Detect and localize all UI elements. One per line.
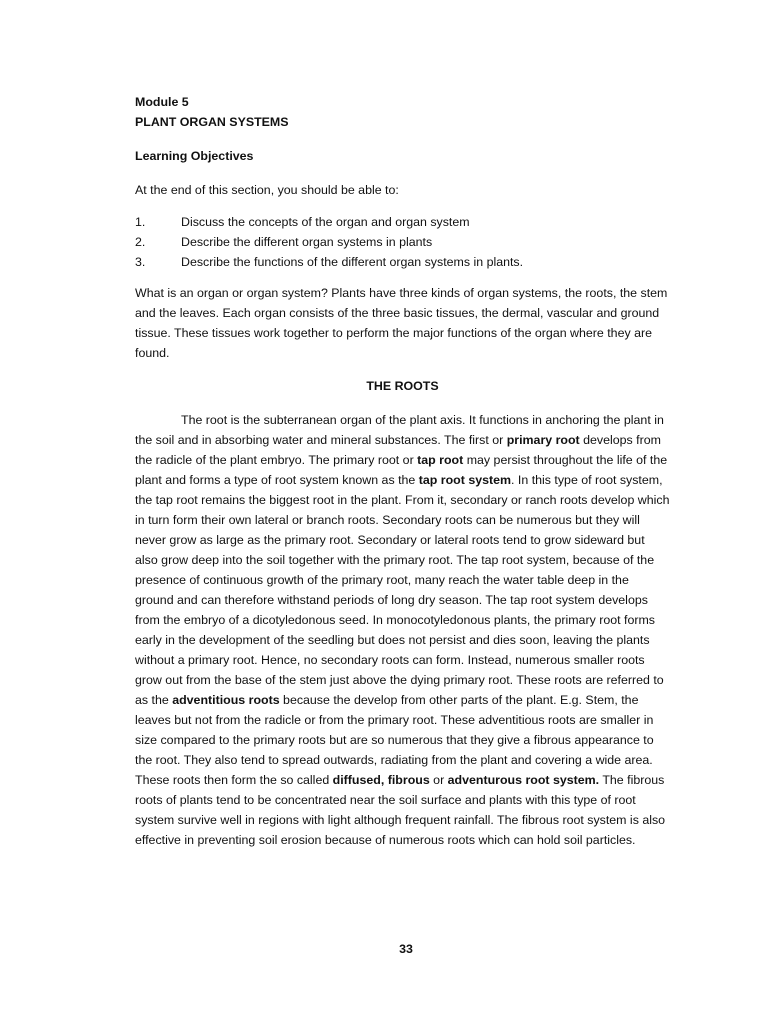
roots-text: because the develop from other parts of the plant. E.g. Stem, the leaves but not from the radicle or from the primary root. These adventitious roots are smaller in size compared to the primary roots but are so numerous that they give a fibrous appearance to the root. They also tend to spread outwards, radiating from the plant and covering a wide area. These roots then form the so called — [135, 693, 654, 787]
roots-text: . In this type of root system, the tap root remains the biggest root in the plant. From it, secondary or ranch roots develop which in turn form their own lateral or branch roots. Secondary roots can be numerous but they will never grow as large as the primary root. Secondary or lateral roots tend to grow sideward but also grow deep into the soil together with the primary root. The tap root system, because of the presence of continuous growth of the primary root, many reach the water table deep in the ground and can therefore withstand periods of long dry season. The tap root system develops from the embryo of a dicotyledonous seed. In monocotyledonous plants, the primary root forms early in the development of the seedling but does not persist and dies soon, leaving the plants without a primary root. Hence, no secondary roots can form. Instead, numerous smaller roots grow out from the base of the stem just above the dying primary root. These roots are referred to as the — [135, 473, 670, 707]
objective-text: Discuss the concepts of the organ and organ system — [181, 215, 470, 229]
module-number: Module 5 — [135, 95, 189, 109]
page-number: 33 — [399, 942, 413, 956]
objective-text: Describe the different organ systems in plants — [181, 235, 433, 249]
roots-text: The root is the subterranean organ of the plant axis. It functions in anchoring the plant in the soil and in absorbing water and mineral substances. The first or — [135, 413, 664, 447]
objective-number: 2. — [135, 235, 146, 249]
module-title: PLANT ORGAN SYSTEMS — [135, 115, 289, 129]
objective-number: 1. — [135, 215, 146, 229]
intro-paragraph: What is an organ or organ system? Plants have three kinds of organ systems, the roots, the stem and the leaves. Each organ consists of the three basic tissues, the dermal, vascular and ground tissue. These tissues work together to perform the major functions of the organ where they are found. — [135, 286, 668, 360]
roots-text: or — [429, 773, 448, 787]
term-tap-root-system: tap root system — [418, 473, 512, 487]
term-primary-root: primary root — [506, 433, 580, 447]
objective-item — [135, 232, 670, 252]
objectives-list — [135, 212, 670, 272]
objective-item — [135, 252, 670, 272]
roots-text: develops from the radicle of the plant embryo. The primary root or — [135, 433, 661, 467]
term-diffused-fibrous: diffused, fibrous — [332, 773, 430, 787]
roots-text: The fibrous roots of plants tend to be concentrated near the soil surface and plants with this type of root system survive well in regions with light although frequent rainfall. The fibrous root system is also effective in preventing soil erosion because of numerous roots which can hold soil particles. — [135, 773, 666, 847]
objective-number: 3. — [135, 255, 146, 269]
objective-text: Describe the functions of the different organ systems in plants. — [181, 255, 524, 269]
page-content — [135, 92, 670, 850]
term-tap-root: tap root — [417, 453, 464, 467]
learning-objectives-heading: Learning Objectives — [135, 149, 254, 163]
objectives-intro: At the end of this section, you should be able to: — [135, 183, 399, 197]
objective-item — [135, 212, 670, 232]
term-adventurous-root-system: adventurous root system. — [447, 773, 600, 787]
roots-section-title: THE ROOTS — [366, 379, 439, 393]
term-adventitious-roots: adventitious roots — [172, 693, 280, 707]
roots-paragraph — [135, 410, 670, 850]
roots-text: may persist throughout the life of the plant and forms a type of root system known as the — [135, 453, 668, 487]
